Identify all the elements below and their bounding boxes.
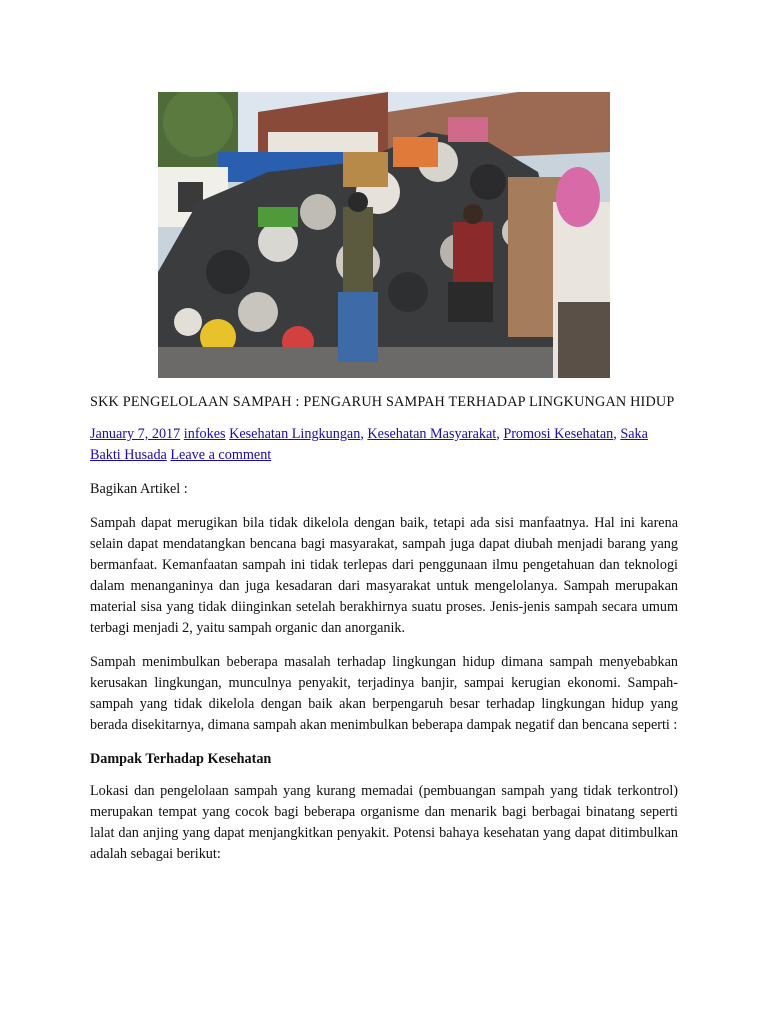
- author-link[interactable]: infokes: [183, 426, 226, 442]
- article-title: SKK PENGELOLAAN SAMPAH : PENGARUH SAMPAH TERHADAP LINGKUNGAN HIDUP: [90, 394, 675, 410]
- post-date-link[interactable]: January 7, 2017: [90, 426, 181, 442]
- section-heading: Dampak Terhadap Kesehatan: [90, 751, 272, 767]
- category-link-saka-bakti-husada[interactable]: Saka Bakti Husada: [90, 426, 648, 463]
- article-photo: [158, 92, 610, 378]
- category-link-kesehatan-lingkungan[interactable]: Kesehatan Lingkungan: [229, 426, 361, 442]
- article: [90, 392, 678, 878]
- share-label: Bagikan Artikel :: [90, 481, 188, 497]
- paragraph: Sampah menimbulkan beberapa masalah terhadap lingkungan hidup dimana sampah menyebabkan kerusakan lingkungan, munculnya penyakit, terjadinya banjir, sampai kerugian ekonomi. Sampah-sampah yang tidak dikelola dengan baik akan berpengaruh besar terhadap lingkungan hidup yang berada disekitarnya, dimana sampah akan menimbulkan beberapa dampak negatif dan bencana seperti :: [90, 654, 678, 733]
- paragraph: Sampah dapat merugikan bila tidak dikelola dengan baik, tetapi ada sisi manfaatnya. Hal ini karena selain dapat mendatangkan bencana bagi masyarakat, sampah juga dapat diubah menjadi barang yang bermanfaat. Kemanfaatan sampah ini tidak terlepas dari penggunaan ilmu pengetahuan dan teknologi dalam menanganinya dan juga kesadaran dari masyarakat untuk mengelolanya. Sampah merupakan material sisa yang tidak diinginkan setelah berakhirnya suatu proses. Jenis-jenis sampah secara umum terbagi menjadi 2, yaitu sampah organic dan anorganik.: [90, 515, 678, 636]
- section-paragraph: Lokasi dan pengelolaan sampah yang kurang memadai (pembuangan sampah yang tidak terkontrol) merupakan tempat yang cocok bagi beberapa organisme dan menarik bagi berbagai binatang seperti lalat dan anjing yang dapat menjangkitkan penyakit. Potensi bahaya kesehatan yang dapat ditimbulkan adalah sebagai berikut:: [90, 783, 678, 862]
- category-link-promosi-kesehatan[interactable]: Promosi Kesehatan: [503, 426, 614, 442]
- leave-comment-link[interactable]: Leave a comment: [170, 447, 272, 463]
- category-link-kesehatan-masyarakat[interactable]: Kesehatan Masyarakat: [367, 426, 497, 442]
- garbage-pile-photo: [158, 92, 610, 378]
- article-meta: January 7, 2017 infokes Kesehatan Lingkungan, Kesehatan Masyarakat, Promosi Kesehatan, Saka Bakti Husada Leave a comment: [90, 426, 648, 463]
